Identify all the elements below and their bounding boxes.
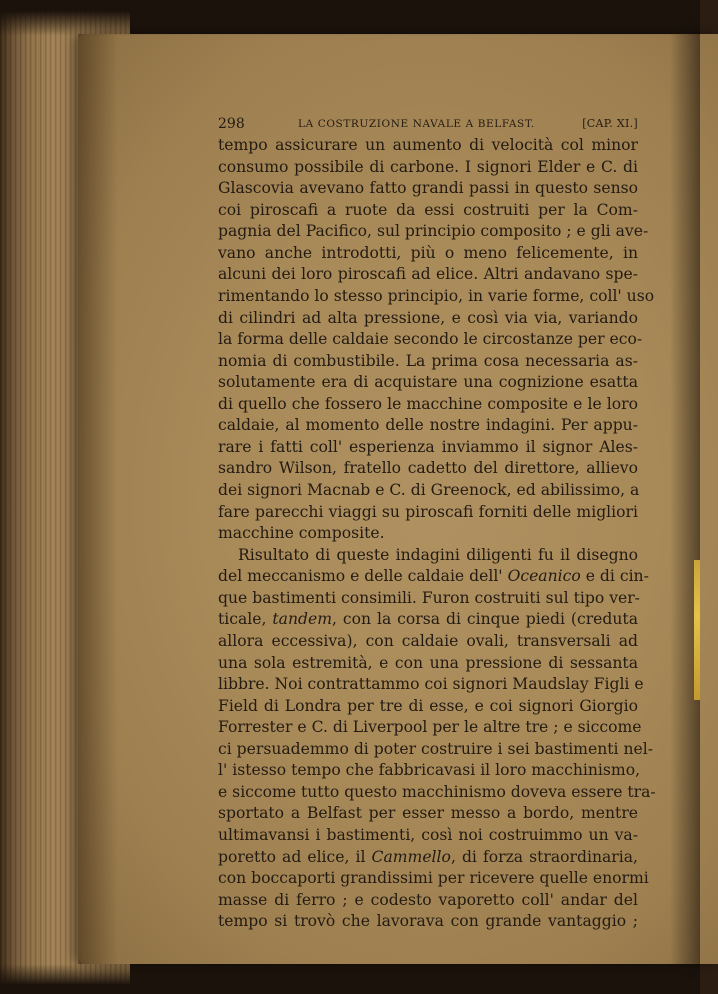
line-text: libbre. Noi contrattammo coi signori Maudslay Figli e	[218, 675, 644, 694]
text-line	[218, 394, 638, 416]
text-line	[218, 609, 638, 631]
line-text: nomia di combustibile. La prima cosa necessaria as-	[218, 351, 638, 370]
bottom-shadow	[0, 964, 700, 994]
text-line	[218, 890, 638, 912]
text-line	[218, 911, 638, 933]
text-line	[218, 372, 638, 394]
line-text-continued: e di cin-	[580, 567, 649, 586]
line-text: vano anche introdotti, più o meno felicemente, in	[218, 243, 638, 262]
line-text: con boccaporti grandissimi per ricevere quelle enormi	[218, 869, 649, 888]
line-text: tempo assicurare un aumento di velocità col minor	[218, 136, 638, 154]
right-shadow	[670, 0, 700, 994]
line-text: ultimavansi i bastimenti, così noi costruimmo un va-	[218, 826, 638, 844]
text-line	[218, 739, 653, 761]
line-text: Field di Londra per tre di esse, e coi signori Giorgio	[218, 696, 638, 715]
line-text: pagnia del Pacifico, sul principio composito ; e gli ave-	[218, 222, 649, 241]
top-shadow	[0, 0, 700, 36]
line-text-continued: , con la corsa di cinque piedi (creduta	[332, 610, 638, 629]
line-text: rare i fatti coll' esperienza inviammo il signor Ales-	[218, 437, 638, 456]
text-line	[218, 178, 638, 200]
text-line	[218, 868, 649, 890]
text-line	[218, 157, 638, 179]
text-line	[218, 502, 638, 524]
text-line	[218, 437, 638, 459]
line-text: sportato a Belfast per esser messo a bordo, mentre	[218, 804, 638, 823]
text-line	[218, 458, 638, 480]
page-tab-marker	[694, 560, 700, 700]
line-text: fare parecchi viaggi su piroscafi forniti delle migliori	[218, 502, 638, 521]
line-text: alcuni dei loro piroscafi ad elice. Altri andavano spe-	[218, 265, 638, 284]
text-line	[218, 286, 655, 308]
text-line	[218, 480, 638, 502]
line-text: allora eccessiva), con caldaie ovali, transversali ad	[218, 631, 638, 650]
line-text: ci persuademmo di poter costruire i sei bastimenti nel-	[218, 739, 653, 758]
text-line	[218, 221, 649, 243]
line-text: ticale,	[218, 610, 273, 629]
line-text: del meccanismo e delle caldaie dell'	[218, 567, 508, 586]
text-line	[218, 674, 644, 696]
text-line	[218, 653, 638, 675]
page-text	[218, 113, 656, 933]
line-text: dei signori Macnab e C. di Greenock, ed abilissimo, a	[218, 481, 640, 499]
line-text: poretto ad elice, il	[218, 847, 372, 866]
line-text: l' istesso tempo che fabbricavasi il loro macchinismo,	[218, 761, 641, 780]
text-line	[218, 135, 638, 157]
body-text	[218, 135, 656, 933]
line-text: sandro Wilson, fratello cadetto del direttore, allievo	[218, 459, 638, 478]
line-text: masse di ferro ; e codesto vaporetto coll' andar del	[218, 890, 638, 909]
text-line	[218, 545, 638, 567]
text-line	[218, 415, 638, 437]
line-text: rimentando lo stesso principio, in varie forme, coll' uso	[218, 286, 655, 305]
running-head	[218, 113, 638, 135]
line-text: di cilindri ad alta pressione, e così via via, variando	[218, 308, 638, 327]
text-line	[218, 200, 638, 222]
line-text: Risultato di queste indagini diligenti fu il disegno	[238, 545, 638, 564]
line-text: tempo si trovò che lavorava con grande vantaggio ;	[218, 912, 638, 931]
text-line	[218, 760, 641, 782]
line-text: coi piroscafi a ruote da essi costruiti per la Com-	[218, 200, 638, 219]
text-line	[218, 308, 638, 330]
line-text: consumo possibile di carbone. I signori Elder e C. di	[218, 157, 638, 176]
line-text: solutamente era di acquistare una cognizione esatta	[218, 373, 638, 392]
text-line	[218, 803, 638, 825]
italic-word: tandem	[272, 610, 332, 629]
line-text: macchine composite.	[218, 524, 385, 543]
text-line	[218, 782, 656, 804]
text-line	[218, 243, 638, 265]
line-text-continued: , di forza straordinaria,	[450, 847, 638, 866]
chapter-label: [CAP. XI.]	[582, 117, 638, 130]
text-line	[218, 825, 638, 847]
running-title: LA COSTRUZIONE NAVALE A BELFAST.	[298, 118, 535, 130]
text-line	[218, 717, 642, 739]
line-text: e siccome tutto questo macchinismo doveva essere tra-	[218, 782, 656, 801]
text-line	[218, 631, 638, 653]
text-line	[218, 329, 643, 351]
text-line	[218, 264, 638, 286]
line-text: la forma delle caldaie secondo le circostanze per eco-	[218, 330, 643, 349]
line-text: Forrester e C. di Liverpool per le altre tre ; e siccome	[218, 718, 642, 737]
text-line	[218, 696, 638, 718]
page-number: 298	[218, 116, 245, 132]
text-line	[218, 588, 638, 610]
italic-word: Oceanico	[507, 567, 581, 586]
text-line	[218, 351, 638, 373]
line-text: di quello che fossero le macchine composite e le loro	[218, 394, 638, 413]
text-line	[218, 847, 638, 869]
text-line	[218, 523, 638, 545]
line-text: que bastimenti consimili. Furon costruiti sul tipo ver-	[218, 588, 640, 607]
line-text: Glascovia avevano fatto grandi passi in questo senso	[218, 179, 638, 198]
line-text: caldaie, al momento delle nostre indagini. Per appu-	[218, 416, 638, 435]
line-text: una sola estremità, e con una pressione di sessanta	[218, 653, 638, 672]
text-line	[218, 566, 649, 588]
italic-word: Cammello	[371, 847, 451, 866]
